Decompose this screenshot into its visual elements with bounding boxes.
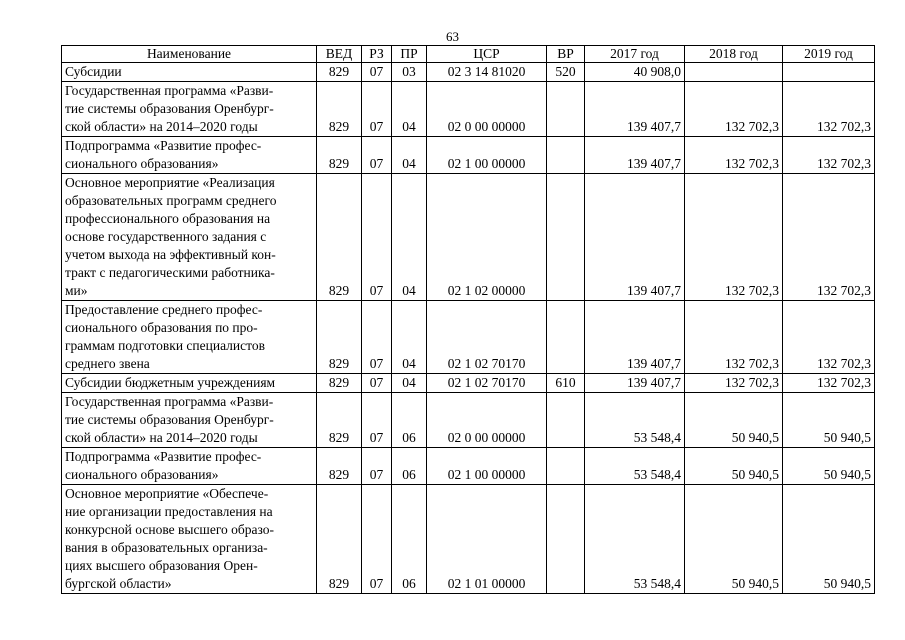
- cell-vr: [547, 174, 585, 301]
- cell-2018: [685, 63, 783, 82]
- cell-csr: 02 1 01 00000: [427, 485, 547, 594]
- cell-rz: 07: [362, 137, 392, 174]
- header-2019: 2019 год: [783, 46, 875, 63]
- cell-vr: [547, 137, 585, 174]
- cell-2017: 40 908,0: [585, 63, 685, 82]
- cell-2017: 139 407,7: [585, 137, 685, 174]
- cell-2017: 139 407,7: [585, 301, 685, 374]
- header-pr: ПР: [392, 46, 427, 63]
- cell-rz: 07: [362, 301, 392, 374]
- cell-pr: 06: [392, 485, 427, 594]
- cell-csr: 02 1 02 70170: [427, 374, 547, 393]
- table-row: [62, 485, 875, 594]
- cell-vr: [547, 301, 585, 374]
- cell-2018: 132 702,3: [685, 301, 783, 374]
- cell-2019: [783, 63, 875, 82]
- cell-name: Основное мероприятие «Реализация образовательных программ среднего профессионального образования на основе государственного задания с учетом выхода на эффективный кон- тракт с педагогическими работника- ми»: [62, 174, 317, 301]
- table-row: [62, 374, 875, 393]
- cell-2018: 50 940,5: [685, 485, 783, 594]
- cell-pr: 06: [392, 393, 427, 448]
- cell-vr: 520: [547, 63, 585, 82]
- cell-name: Подпрограмма «Развитие профес- сионального образования»: [62, 137, 317, 174]
- cell-2018: 50 940,5: [685, 393, 783, 448]
- cell-ved: 829: [317, 301, 362, 374]
- cell-ved: 829: [317, 393, 362, 448]
- cell-csr: 02 1 02 00000: [427, 174, 547, 301]
- cell-2018: 132 702,3: [685, 82, 783, 137]
- cell-pr: 04: [392, 82, 427, 137]
- cell-csr: 02 1 00 00000: [427, 448, 547, 485]
- cell-ved: 829: [317, 137, 362, 174]
- cell-pr: 04: [392, 137, 427, 174]
- cell-ved: 829: [317, 448, 362, 485]
- table-row: [62, 301, 875, 374]
- cell-csr: 02 0 00 00000: [427, 82, 547, 137]
- cell-name: Предоставление среднего профес- сионального образования по про- граммам подготовки специалистов среднего звена: [62, 301, 317, 374]
- cell-vr: [547, 82, 585, 137]
- cell-ved: 829: [317, 174, 362, 301]
- header-vr: ВР: [547, 46, 585, 63]
- cell-name: Подпрограмма «Развитие профес- сионального образования»: [62, 448, 317, 485]
- header-csr: ЦСР: [427, 46, 547, 63]
- cell-rz: 07: [362, 82, 392, 137]
- cell-name: Субсидии: [62, 63, 317, 82]
- cell-vr: [547, 393, 585, 448]
- cell-2019: 132 702,3: [783, 301, 875, 374]
- cell-csr: 02 1 02 70170: [427, 301, 547, 374]
- cell-ved: 829: [317, 82, 362, 137]
- cell-vr: [547, 448, 585, 485]
- table-header-row: [62, 46, 875, 63]
- cell-csr: 02 1 00 00000: [427, 137, 547, 174]
- page-number: 63: [446, 29, 459, 44]
- budget-table: [61, 45, 875, 594]
- table-row: [62, 393, 875, 448]
- cell-2019: 132 702,3: [783, 174, 875, 301]
- cell-rz: 07: [362, 485, 392, 594]
- table-row: [62, 174, 875, 301]
- cell-pr: 04: [392, 374, 427, 393]
- cell-name: Государственная программа «Разви- тие системы образования Оренбург- ской области» на 2014–2020 годы: [62, 82, 317, 137]
- cell-name: Основное мероприятие «Обеспече- ние организации предоставления на конкурсной основе высшего образо- вания в образовательных организа- циях высшего образования Орен- бургской области»: [62, 485, 317, 594]
- table-row: [62, 137, 875, 174]
- cell-rz: 07: [362, 374, 392, 393]
- cell-2018: 132 702,3: [685, 174, 783, 301]
- cell-2017: 53 548,4: [585, 448, 685, 485]
- cell-2019: 132 702,3: [783, 137, 875, 174]
- cell-ved: 829: [317, 485, 362, 594]
- cell-2019: 50 940,5: [783, 448, 875, 485]
- header-rz: РЗ: [362, 46, 392, 63]
- cell-2018: 132 702,3: [685, 137, 783, 174]
- cell-rz: 07: [362, 63, 392, 82]
- table-row: [62, 82, 875, 137]
- cell-pr: 04: [392, 174, 427, 301]
- header-name: Наименование: [62, 46, 317, 63]
- cell-pr: 06: [392, 448, 427, 485]
- cell-rz: 07: [362, 174, 392, 301]
- cell-2017: 53 548,4: [585, 485, 685, 594]
- cell-ved: 829: [317, 63, 362, 82]
- cell-rz: 07: [362, 448, 392, 485]
- cell-vr: [547, 485, 585, 594]
- cell-2018: 50 940,5: [685, 448, 783, 485]
- header-2018: 2018 год: [685, 46, 783, 63]
- cell-pr: 03: [392, 63, 427, 82]
- cell-csr: 02 3 14 81020: [427, 63, 547, 82]
- cell-2018: 132 702,3: [685, 374, 783, 393]
- cell-2019: 50 940,5: [783, 485, 875, 594]
- table-body: [62, 63, 875, 594]
- cell-2017: 139 407,7: [585, 374, 685, 393]
- cell-pr: 04: [392, 301, 427, 374]
- cell-vr: 610: [547, 374, 585, 393]
- header-ved: ВЕД: [317, 46, 362, 63]
- cell-2019: 132 702,3: [783, 374, 875, 393]
- cell-name: Государственная программа «Разви- тие системы образования Оренбург- ской области» на 2014–2020 годы: [62, 393, 317, 448]
- cell-2017: 139 407,7: [585, 82, 685, 137]
- cell-csr: 02 0 00 00000: [427, 393, 547, 448]
- cell-2017: 139 407,7: [585, 174, 685, 301]
- cell-ved: 829: [317, 374, 362, 393]
- cell-2019: 50 940,5: [783, 393, 875, 448]
- table-row: [62, 63, 875, 82]
- table-row: [62, 448, 875, 485]
- cell-2017: 53 548,4: [585, 393, 685, 448]
- cell-2019: 132 702,3: [783, 82, 875, 137]
- header-2017: 2017 год: [585, 46, 685, 63]
- cell-rz: 07: [362, 393, 392, 448]
- cell-name: Субсидии бюджетным учреждениям: [62, 374, 317, 393]
